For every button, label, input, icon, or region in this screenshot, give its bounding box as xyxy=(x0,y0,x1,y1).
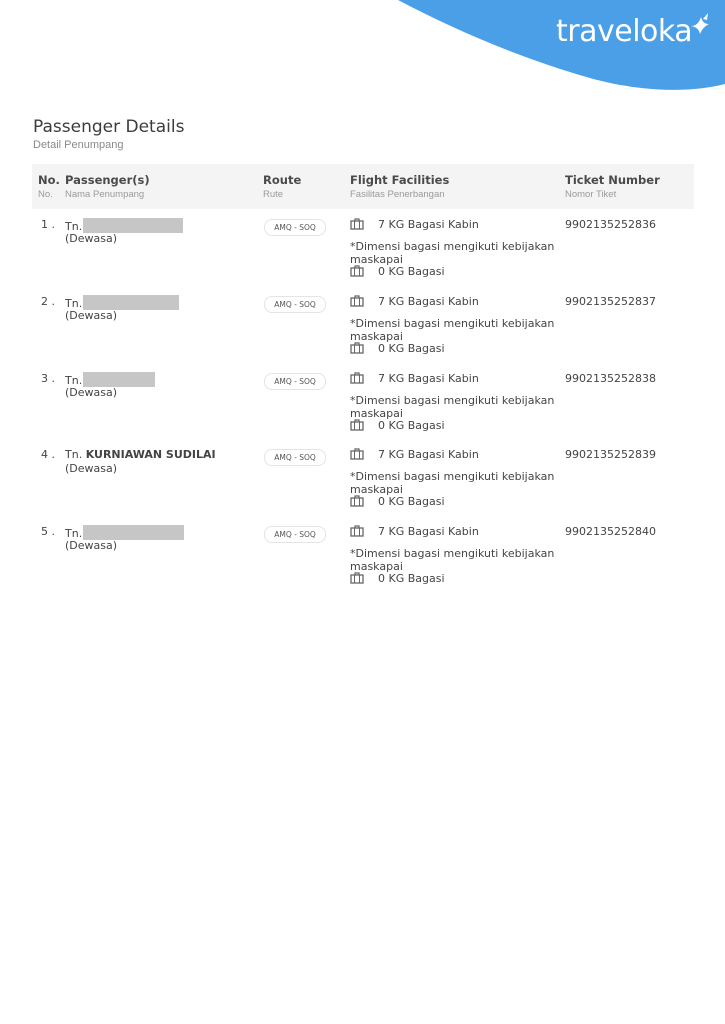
passenger-name: Tn. xyxy=(65,295,179,310)
route-badge: AMQ - SOQ xyxy=(264,526,326,543)
row-number: 2 . xyxy=(41,295,55,308)
luggage-icon xyxy=(350,218,364,233)
passenger-name: Tn. xyxy=(65,525,184,540)
checked-baggage: 0 KG Bagasi xyxy=(350,572,445,587)
passenger-row xyxy=(32,288,694,364)
passenger-name: Tn. KURNIAWAN SUDILAI xyxy=(65,448,216,461)
passenger-type: (Dewasa) xyxy=(65,309,118,322)
luggage-icon xyxy=(350,372,364,387)
cabin-baggage: 7 KG Bagasi Kabin xyxy=(350,525,479,540)
baggage-note: *Dimensi bagasi mengikuti kebijakan maskapai xyxy=(350,470,555,496)
redacted-name xyxy=(83,218,183,233)
passenger-type: (Dewasa) xyxy=(65,232,118,245)
redacted-name xyxy=(83,372,155,387)
cabin-baggage: 7 KG Bagasi Kabin xyxy=(350,218,479,233)
passenger-name: Tn. xyxy=(65,218,183,233)
ticket-number: 9902135252837 xyxy=(565,295,656,308)
baggage-note: *Dimensi bagasi mengikuti kebijakan maskapai xyxy=(350,317,555,343)
header-route: Route Rute xyxy=(263,173,302,200)
checked-baggage: 0 KG Bagasi xyxy=(350,419,445,434)
row-number: 3 . xyxy=(41,372,55,385)
section-title: Passenger Details xyxy=(33,117,185,137)
ticket-number: 9902135252836 xyxy=(565,218,656,231)
redacted-name xyxy=(83,295,179,310)
luggage-icon xyxy=(350,419,364,434)
passenger-type: (Dewasa) xyxy=(65,539,118,552)
table-header xyxy=(32,164,694,209)
cabin-baggage: 7 KG Bagasi Kabin xyxy=(350,448,479,463)
passenger-row xyxy=(32,441,694,517)
row-number: 4 . xyxy=(41,448,55,461)
cabin-baggage: 7 KG Bagasi Kabin xyxy=(350,372,479,387)
bird-logo-icon xyxy=(688,12,714,36)
passenger-type: (Dewasa) xyxy=(65,462,118,475)
baggage-note: *Dimensi bagasi mengikuti kebijakan maskapai xyxy=(350,240,555,266)
route-badge: AMQ - SOQ xyxy=(264,296,326,313)
luggage-icon xyxy=(350,265,364,280)
passenger-name: Tn. xyxy=(65,372,155,387)
checked-baggage: 0 KG Bagasi xyxy=(350,342,445,357)
passenger-row xyxy=(32,365,694,441)
cabin-baggage: 7 KG Bagasi Kabin xyxy=(350,295,479,310)
section-subtitle: Detail Penumpang xyxy=(33,139,124,151)
luggage-icon xyxy=(350,572,364,587)
route-badge: AMQ - SOQ xyxy=(264,449,326,466)
ticket-number: 9902135252840 xyxy=(565,525,656,538)
luggage-icon xyxy=(350,448,364,463)
passenger-type: (Dewasa) xyxy=(65,386,118,399)
header-no: No. No. xyxy=(38,173,60,200)
luggage-icon xyxy=(350,525,364,540)
baggage-note: *Dimensi bagasi mengikuti kebijakan maskapai xyxy=(350,394,555,420)
checked-baggage: 0 KG Bagasi xyxy=(350,495,445,510)
header-ticket: Ticket Number Nomor Tiket xyxy=(565,173,660,200)
redacted-name xyxy=(83,525,184,540)
header-facilities: Flight Facilities Fasilitas Penerbangan xyxy=(350,173,450,200)
row-number: 5 . xyxy=(41,525,55,538)
traveloka-logo: traveloka xyxy=(556,14,693,49)
ticket-number: 9902135252838 xyxy=(565,372,656,385)
baggage-note: *Dimensi bagasi mengikuti kebijakan maskapai xyxy=(350,547,555,573)
row-number: 1 . xyxy=(41,218,55,231)
luggage-icon xyxy=(350,495,364,510)
checked-baggage: 0 KG Bagasi xyxy=(350,265,445,280)
ticket-number: 9902135252839 xyxy=(565,448,656,461)
passenger-row xyxy=(32,211,694,287)
route-badge: AMQ - SOQ xyxy=(264,373,326,390)
route-badge: AMQ - SOQ xyxy=(264,219,326,236)
passenger-row xyxy=(32,518,694,594)
luggage-icon xyxy=(350,295,364,310)
header-passenger: Passenger(s) Nama Penumpang xyxy=(65,173,150,200)
luggage-icon xyxy=(350,342,364,357)
